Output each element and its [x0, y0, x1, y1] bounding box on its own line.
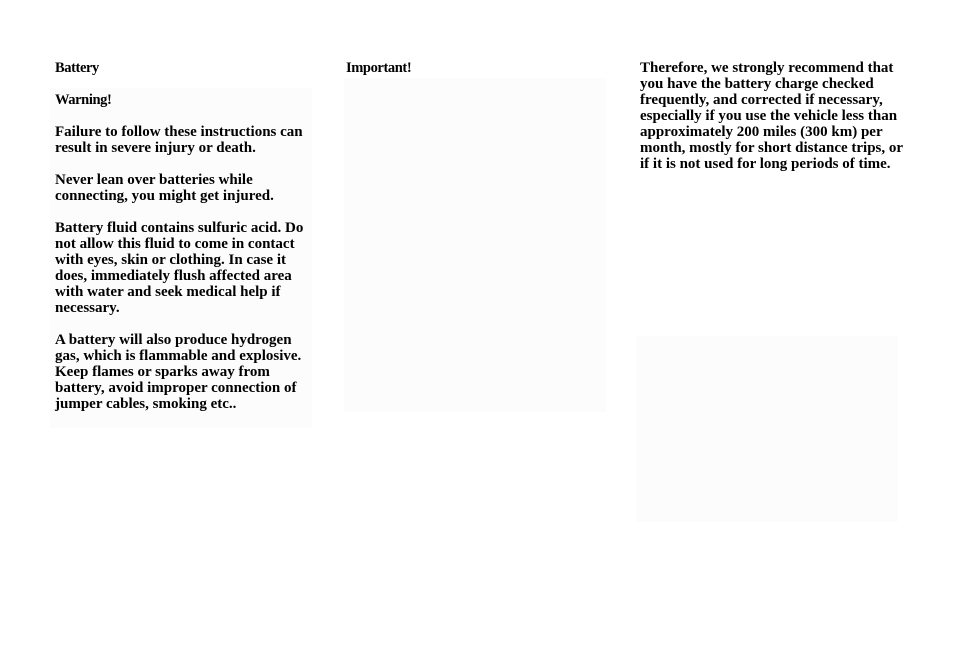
warning-heading: Warning! [55, 92, 112, 108]
paragraph-failure: Failure to follow these instructions can result in severe injury or death. [55, 124, 303, 156]
middle-panel-bg [344, 78, 606, 412]
paragraph-recommend: Therefore, we strongly recommend that you have the battery charge checked frequently, and corrected if necessary, especially if you use the vehicle less than approximately 200 miles (300 km) per month, mostly for short distance trips, or if it is not used for long periods of time. [640, 60, 903, 172]
important-heading: Important! [346, 60, 412, 76]
paragraph-lean: Never lean over batteries while connecting, you might get injured. [55, 172, 274, 204]
right-panel-bg [636, 336, 898, 522]
important-section [346, 60, 608, 92]
paragraph-fluid: Battery fluid contains sulfuric acid. Do not allow this fluid to come in contact with eyes, skin or clothing. In case it does, immediately flush affected area with water and seek medical help if necessary. [55, 220, 304, 316]
battery-section [55, 60, 317, 412]
recommendation-section [640, 60, 910, 172]
section-title: Battery [55, 60, 99, 76]
paragraph-hydrogen: A battery will also produce hydrogen gas, which is flammable and explosive. Keep flames or sparks away from battery, avoid improper connection of jumper cables, smoking etc.. [55, 332, 302, 412]
